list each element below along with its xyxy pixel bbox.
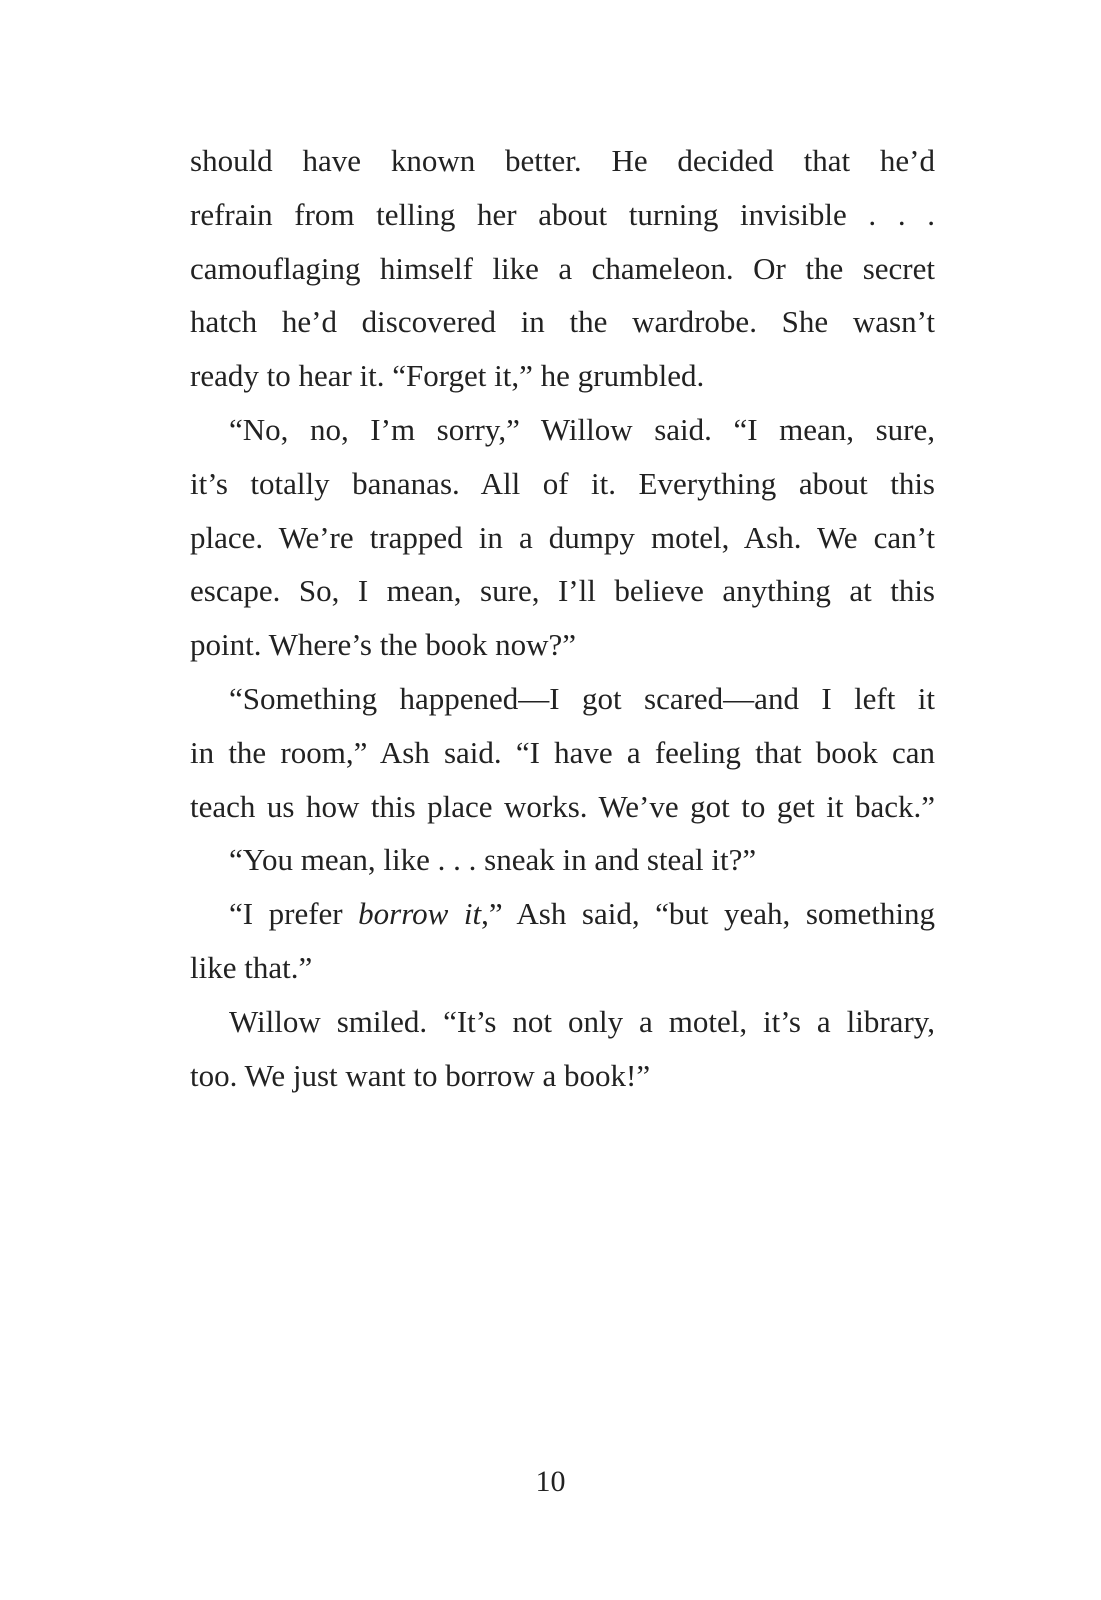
text-segment: “I prefer bbox=[229, 896, 359, 932]
page-number: 10 bbox=[535, 1465, 566, 1498]
text-line: “You mean, like . . . sneak in and steal it?” bbox=[229, 842, 757, 878]
text-segment: ,” Ash said, “but yeah, something bbox=[481, 896, 935, 932]
text-line: hatch he’d discovered in the wardrobe. She wasn’t bbox=[190, 304, 935, 340]
text-line: should have known better. He decided that he’d bbox=[190, 143, 935, 178]
text-line: point. Where’s the book now?” bbox=[190, 627, 576, 663]
text-line: place. We’re trapped in a dumpy motel, Ash. We can’t bbox=[190, 519, 935, 555]
italic-text: borrow it bbox=[358, 896, 482, 932]
text-line: refrain from telling her about turning invisible . . . bbox=[190, 196, 935, 232]
text-line: teach us how this place works. We’ve got to get it back.” bbox=[190, 788, 935, 824]
text-line: like that.” bbox=[190, 949, 313, 985]
text-line bbox=[190, 887, 935, 941]
text-line: “Something happened—I got scared—and I left it bbox=[229, 680, 935, 716]
text-line: too. We just want to borrow a book!” bbox=[190, 1057, 651, 1093]
text-line: escape. So, I mean, sure, I’ll believe anything at this bbox=[190, 573, 935, 609]
body-text bbox=[190, 134, 935, 1102]
text-line: in the room,” Ash said. “I have a feeling that book can bbox=[190, 734, 935, 770]
text-line: ready to hear it. “Forget it,” he grumbled. bbox=[190, 358, 705, 394]
text-line: it’s totally bananas. All of it. Everything about this bbox=[190, 465, 935, 501]
text-line: “No, no, I’m sorry,” Willow said. “I mean, sure, bbox=[229, 411, 935, 447]
text-line: Willow smiled. “It’s not only a motel, it’s a library, bbox=[229, 1003, 935, 1039]
text-line: camouflaging himself like a chameleon. Or the secret bbox=[190, 250, 935, 286]
